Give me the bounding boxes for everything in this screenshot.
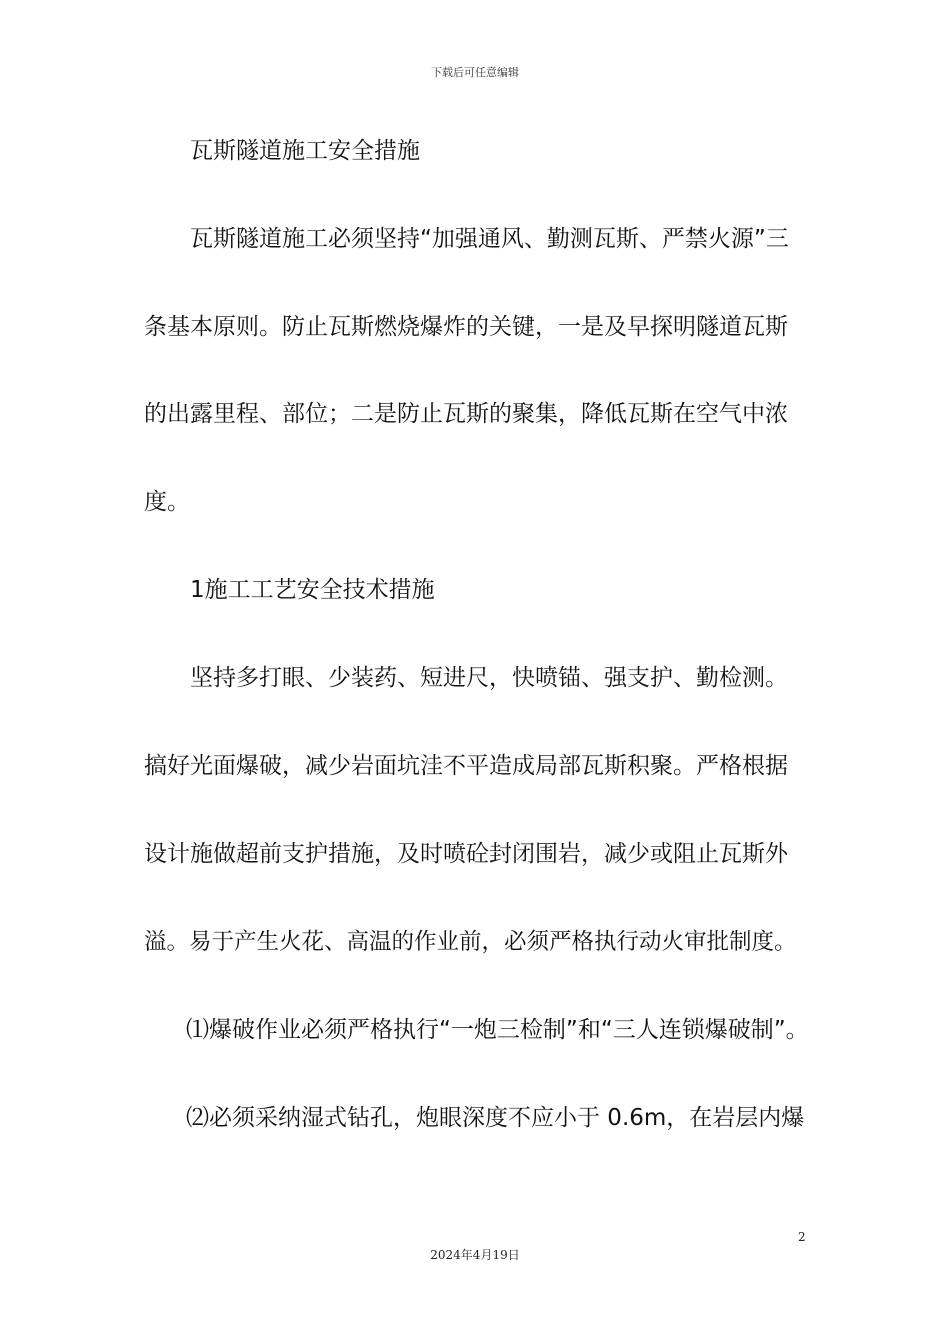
list-item: ⑴爆破作业必须严格执行“一炮三检制”和“三人连锁爆破制”。 xyxy=(186,1017,809,1043)
paragraph-line: 的出露里程、部位；二是防止瓦斯的聚集，降低瓦斯在空气中浓 xyxy=(144,401,788,427)
paragraph-line: 设计施做超前支护措施，及时喷砼封闭围岩，减少或阻止瓦斯外 xyxy=(144,841,788,867)
paragraph-line: 坚持多打眼、少装药、短进尺，快喷锚、强支护、勤检测。 xyxy=(190,665,788,691)
paragraph-line: 度。 xyxy=(144,489,190,515)
page-number: 2 xyxy=(798,1230,806,1244)
paragraph-line: 搞好光面爆破，减少岩面坑洼不平造成局部瓦斯积聚。严格根据 xyxy=(144,753,788,779)
paragraph-line: 条基本原则。防止瓦斯燃烧爆炸的关键，一是及早探明隧道瓦斯 xyxy=(144,314,788,340)
section-title: 瓦斯隧道施工安全措施 xyxy=(190,138,420,164)
paragraph-line: 瓦斯隧道施工必须坚持“加强通风、勤测瓦斯、严禁火源”三 xyxy=(190,226,789,252)
section-heading: 1施工工艺安全技术措施 xyxy=(190,577,435,603)
paragraph-line: 溢。易于产生火花、高温的作业前，必须严格执行动火审批制度。 xyxy=(144,929,797,955)
list-item: ⑵必须采纳湿式钻孔，炮眼深度不应小于 0.6m，在岩层内爆 xyxy=(186,1105,805,1131)
page-header: 下载后可任意编辑 xyxy=(431,66,519,79)
footer-date: 2024年4月19日 xyxy=(430,1248,520,1262)
